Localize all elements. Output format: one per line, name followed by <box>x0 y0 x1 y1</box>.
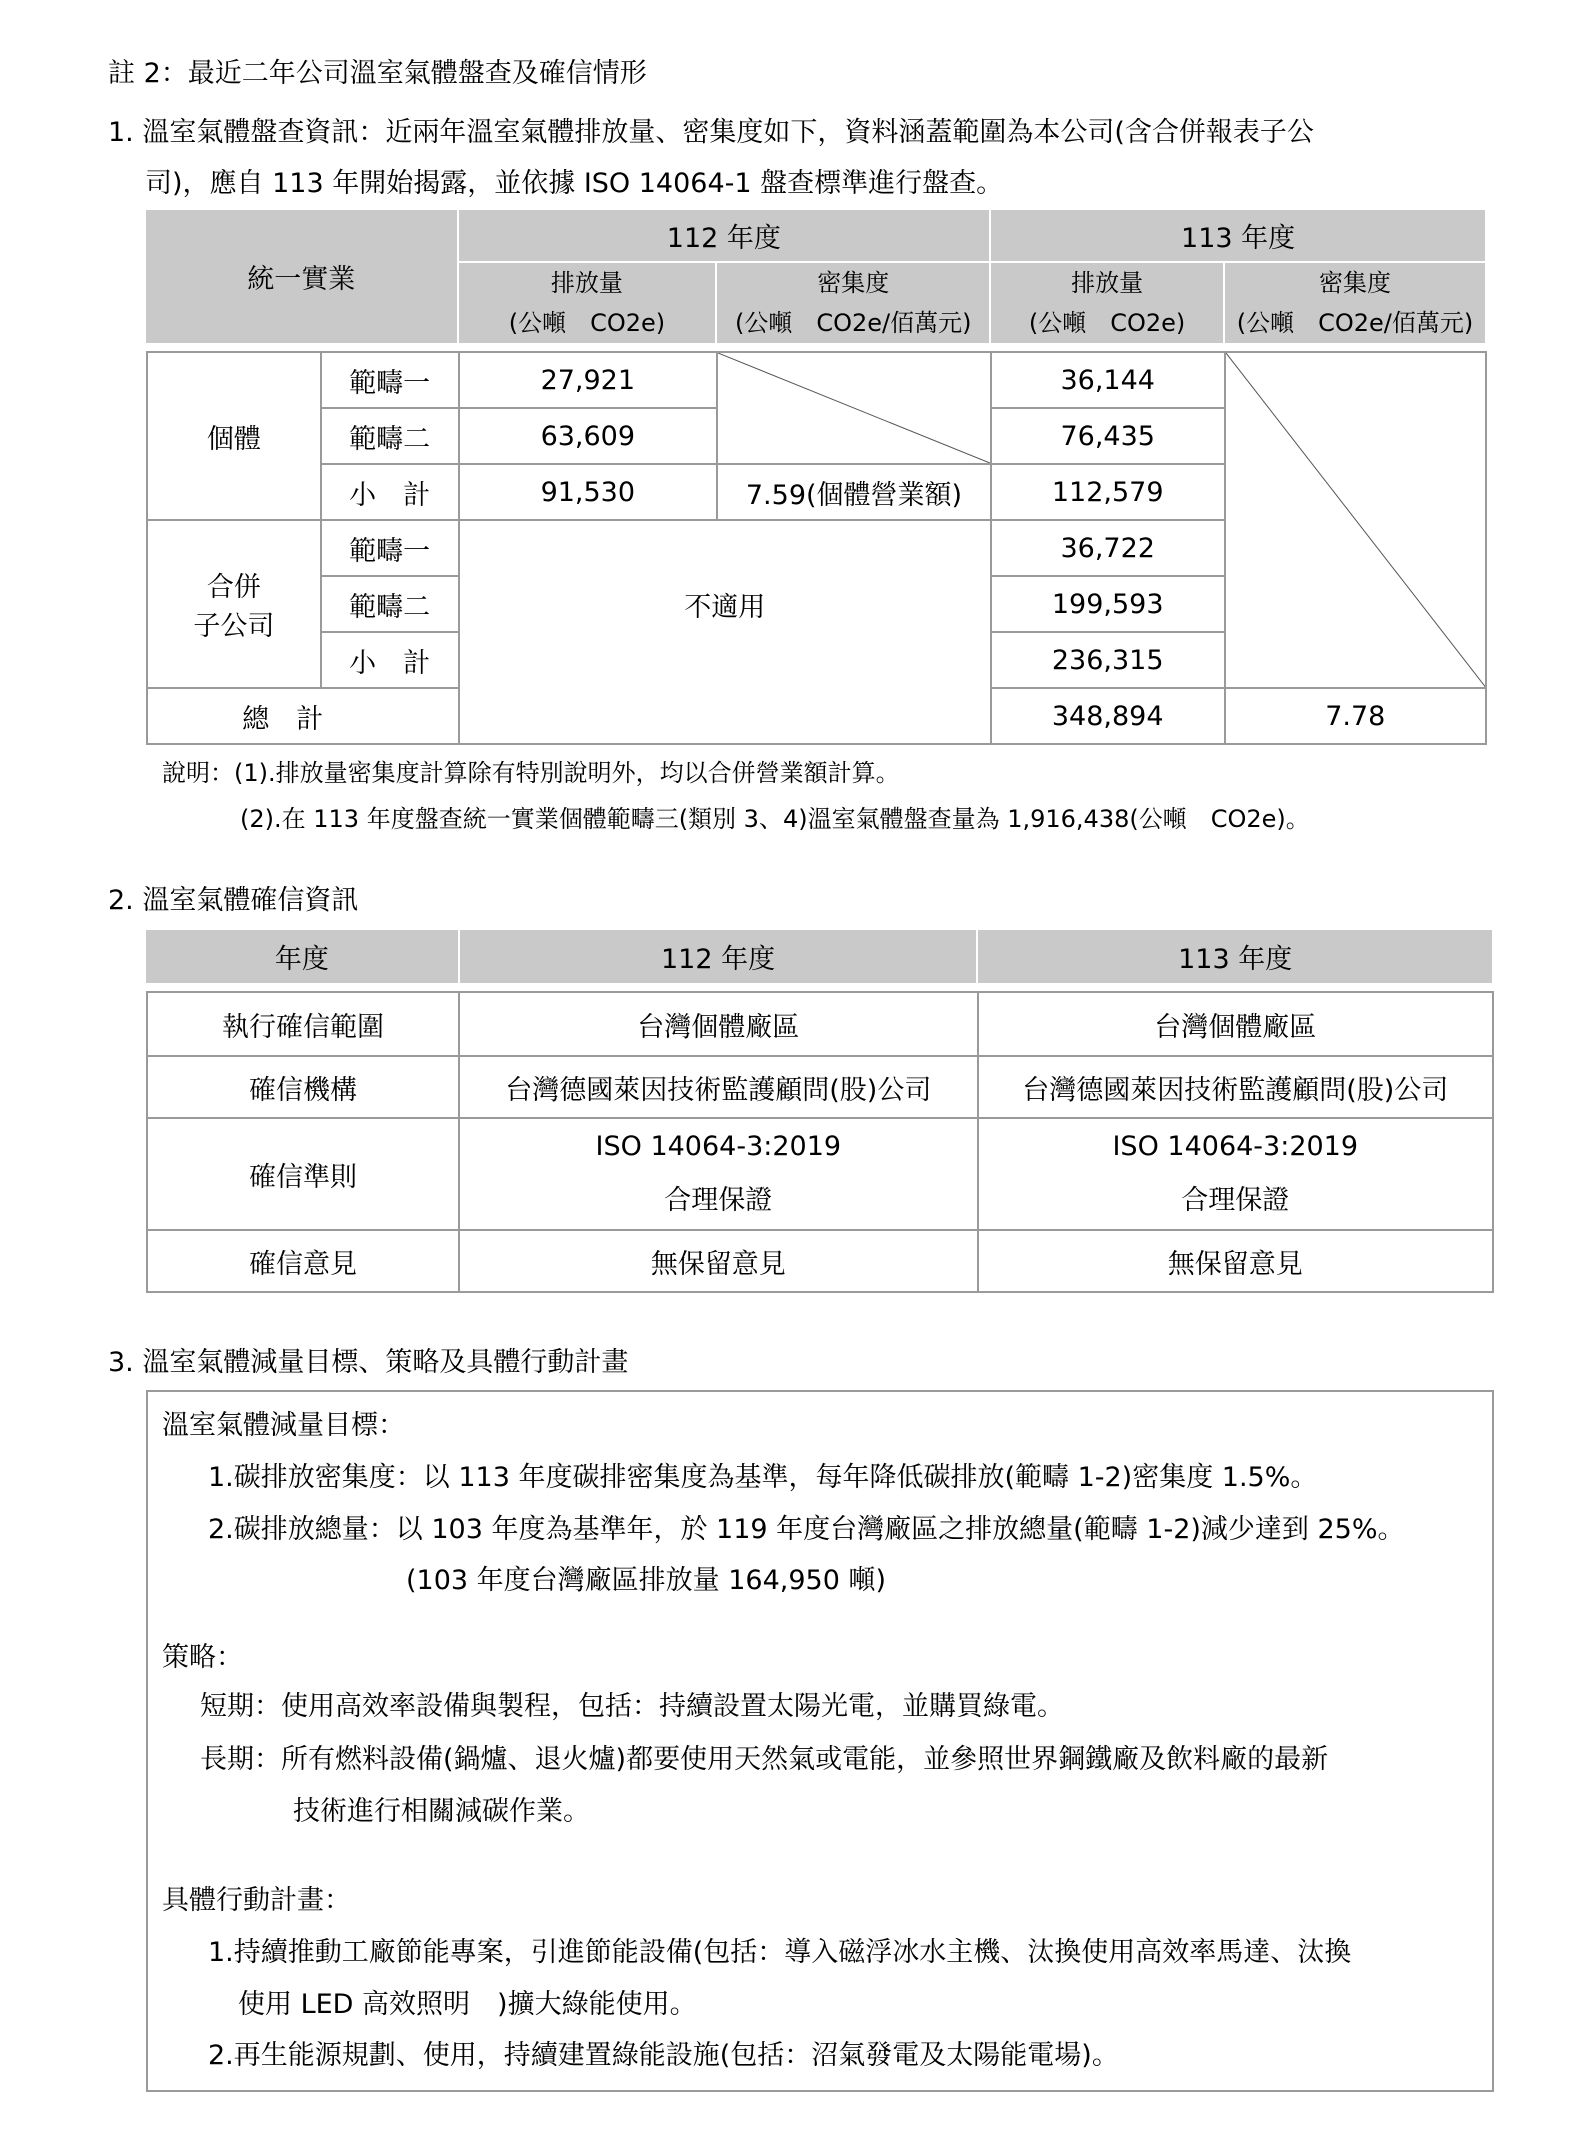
sub-scope2-113: 199,593 <box>991 576 1225 632</box>
not-applicable-cell: 不適用 <box>459 520 991 744</box>
row-label-total: 總 計 <box>147 688 459 744</box>
target-1: 1.碳排放密集度：以 113 年度碳排密集度為基準，每年降低碳排放(範疇 1-2)密集度 1.5%。 <box>208 1462 1318 1493</box>
action-2: 2.再生能源規劃、使用，持續建置綠能設施(包括：沼氣發電及太陽能電場)。 <box>208 2040 1119 2071</box>
assurance-table-body <box>146 991 1494 1293</box>
assurance-body-label: 確信機構 <box>147 1056 459 1118</box>
assurance-body-113: 台灣德國萊因技術監護顧問(股)公司 <box>978 1056 1493 1118</box>
table-corner-label: 統一實業 <box>146 210 458 344</box>
row-label-scope1: 範疇一 <box>321 352 459 408</box>
sub-subtotal-113: 236,315 <box>991 632 1225 688</box>
intensity-column-header: 密集度 (公噸 CO2e/佰萬元) <box>716 262 990 344</box>
ind-scope2-112: 63,609 <box>459 408 718 464</box>
year-113-header: 113 年度 <box>990 210 1486 262</box>
row-label-scope2: 範疇二 <box>321 576 459 632</box>
sub-scope1-113: 36,722 <box>991 520 1225 576</box>
assurance-opinion-112: 無保留意見 <box>459 1230 977 1292</box>
col-year: 年度 <box>146 930 459 984</box>
emission-column-header: 排放量 (公噸 CO2e) <box>458 262 717 344</box>
intensity-column-header: 密集度 (公噸 CO2e/佰萬元) <box>1224 262 1486 344</box>
row-label-scope2: 範疇二 <box>321 408 459 464</box>
action-title: 具體行動計畫： <box>162 1885 351 1916</box>
diagonal-line <box>1226 353 1485 687</box>
section2-heading: 2. 溫室氣體確信資訊 <box>108 885 359 916</box>
emission-column-header: 排放量 (公噸 CO2e) <box>990 262 1224 344</box>
target-2-note: (103 年度台灣廠區排放量 164,950 噸) <box>406 1565 887 1596</box>
col-113: 113 年度 <box>977 930 1493 984</box>
table-note-2: (2).在 113 年度盤查統一實業個體範疇三(類別 3、4)溫室氣體盤查量為 1,916,438(公噸 CO2e)。 <box>240 805 1310 833</box>
assurance-standard-113: ISO 14064-3:2019 合理保證 <box>978 1118 1493 1230</box>
strategy-long-line1: 長期：所有燃料設備(鍋爐、退火爐)都要使用天然氣或電能，並參照世界鋼鐵廠及飲料廠的最新 <box>200 1744 1329 1775</box>
ind-subtotal-113: 112,579 <box>991 464 1225 520</box>
emissions-table-body <box>146 351 1487 745</box>
assurance-body-112: 台灣德國萊因技術監護顧問(股)公司 <box>459 1056 977 1118</box>
table-note-1: 說明：(1).排放量密集度計算除有特別說明外，均以合併營業額計算。 <box>162 759 900 787</box>
strategy-title: 策略： <box>162 1642 243 1673</box>
diagonal-empty-cell <box>1225 352 1486 688</box>
col-112: 112 年度 <box>459 930 978 984</box>
assurance-opinion-label: 確信意見 <box>147 1230 459 1292</box>
ind-scope1-113: 36,144 <box>991 352 1225 408</box>
action-1-line1: 1.持續推動工廠節能專案，引進節能設備(包括：導入磁浮冰水主機、汰換使用高效率馬達、汰換 <box>208 1937 1352 1968</box>
emissions-table-header <box>146 210 1487 345</box>
assurance-opinion-113: 無保留意見 <box>978 1230 1493 1292</box>
ind-scope1-112: 27,921 <box>459 352 718 408</box>
assurance-table-header <box>146 930 1494 985</box>
assurance-scope-113: 台灣個體廠區 <box>978 992 1493 1056</box>
ind-scope2-113: 76,435 <box>991 408 1225 464</box>
action-1-line2: 使用 LED 高效照明 )擴大綠能使用。 <box>238 1989 697 2020</box>
diagonal-line <box>718 353 990 463</box>
target-2: 2.碳排放總量：以 103 年度為基準年，於 119 年度台灣廠區之排放總量(範疇 1-2)減少達到 25%。 <box>208 1514 1405 1545</box>
row-label-subtotal: 小 計 <box>321 464 459 520</box>
section3-heading: 3. 溫室氣體減量目標、策略及具體行動計畫 <box>108 1347 629 1378</box>
row-label-scope1: 範疇一 <box>321 520 459 576</box>
diagonal-empty-cell <box>717 352 991 464</box>
note-title: 註 2：最近二年公司溫室氣體盤查及確信情形 <box>108 58 647 89</box>
assurance-standard-112: ISO 14064-3:2019 合理保證 <box>459 1118 977 1230</box>
ind-subtotal-112: 91,530 <box>459 464 718 520</box>
row-label-subtotal: 小 計 <box>321 632 459 688</box>
assurance-standard-label: 確信準則 <box>147 1118 459 1230</box>
ind-intensity-112: 7.59(個體營業額) <box>717 464 991 520</box>
group-individual: 個體 <box>147 352 321 520</box>
year-112-header: 112 年度 <box>458 210 991 262</box>
total-113: 348,894 <box>991 688 1225 744</box>
section1-heading-line1: 1. 溫室氣體盤查資訊：近兩年溫室氣體排放量、密集度如下，資料涵蓋範圍為本公司(含合併報表子公 <box>108 117 1314 148</box>
total-intensity-113: 7.78 <box>1225 688 1486 744</box>
target-title: 溫室氣體減量目標： <box>162 1410 405 1441</box>
assurance-scope-112: 台灣個體廠區 <box>459 992 977 1056</box>
assurance-scope-label: 執行確信範圍 <box>147 992 459 1056</box>
group-subsidiary: 合併 子公司 <box>147 520 321 688</box>
section1-heading-line2: 司)，應自 113 年開始揭露，並依據 ISO 14064-1 盤查標準進行盤查。 <box>145 168 1004 199</box>
strategy-long-line2: 技術進行相關減碳作業。 <box>293 1796 590 1827</box>
strategy-short: 短期：使用高效率設備與製程，包括：持續設置太陽光電，並購買綠電。 <box>200 1691 1064 1722</box>
